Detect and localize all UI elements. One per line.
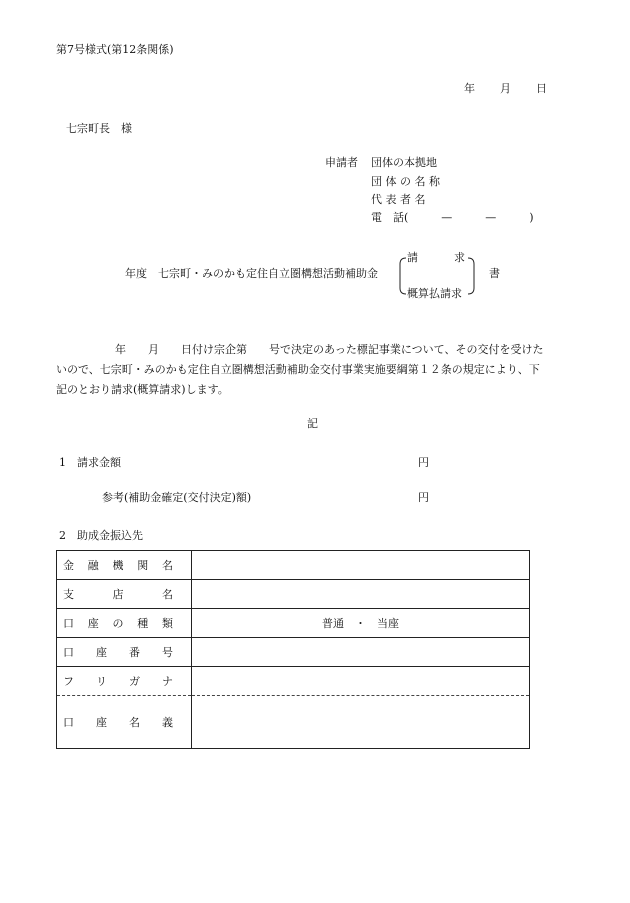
item1-label: 1 請求金額 bbox=[59, 456, 121, 469]
form-number: 第7号様式(第12条関係) bbox=[56, 43, 174, 56]
furigana-value[interactable] bbox=[192, 667, 530, 696]
reference-unit: 円 bbox=[418, 491, 429, 504]
bank-name-label bbox=[57, 551, 192, 580]
ki-heading: 記 bbox=[307, 417, 318, 430]
title-suffix: 書 bbox=[489, 267, 500, 280]
bank-account-table bbox=[56, 550, 530, 749]
table-row bbox=[57, 638, 530, 667]
applicant-representative: 代 表 者 名 bbox=[371, 193, 426, 206]
table-row bbox=[57, 609, 530, 638]
request-type-choice bbox=[398, 252, 478, 298]
branch-name-label bbox=[57, 580, 192, 609]
option-advance-request: 概算払請求 bbox=[407, 287, 462, 300]
label-char: 店 bbox=[112, 587, 124, 601]
label-char: 口 bbox=[63, 616, 74, 630]
label-char: 番 bbox=[129, 645, 140, 659]
addressee: 七宗町長 様 bbox=[66, 122, 132, 135]
label-char: 名 bbox=[162, 587, 173, 601]
label-char: 名 bbox=[129, 715, 140, 729]
option-request bbox=[407, 252, 465, 263]
account-holder-value[interactable] bbox=[192, 696, 530, 749]
label-char: 金 bbox=[63, 558, 74, 572]
option-request-char-1: 請 bbox=[407, 251, 418, 264]
account-type-value[interactable]: 普通 ・ 当座 bbox=[192, 609, 530, 638]
table-row bbox=[57, 667, 530, 696]
option-request-char-2: 求 bbox=[454, 251, 465, 264]
label-char: 融 bbox=[87, 558, 99, 572]
bank-name-value[interactable] bbox=[192, 551, 530, 580]
table-row bbox=[57, 580, 530, 609]
label-char: ナ bbox=[162, 674, 173, 688]
label-char: の bbox=[112, 616, 124, 630]
label-char: 支 bbox=[63, 587, 74, 601]
body-line-3: 記のとおり請求(概算請求)します。 bbox=[56, 383, 229, 396]
label-char: 種 bbox=[137, 616, 149, 630]
applicant-name: 団 体 の 名 称 bbox=[371, 175, 440, 188]
applicant-hq: 団体の本拠地 bbox=[371, 156, 437, 169]
applicant-label: 申請者 bbox=[325, 156, 358, 169]
label-char: ガ bbox=[129, 674, 140, 688]
table-row bbox=[57, 696, 530, 749]
applicant-phone: 電 話( — — ) bbox=[371, 211, 534, 224]
label-char: 座 bbox=[87, 616, 99, 630]
date-day: 日 bbox=[536, 82, 547, 95]
label-char: 類 bbox=[162, 616, 173, 630]
label-char: 座 bbox=[96, 645, 107, 659]
reference-label: 参考(補助金確定(交付決定)額) bbox=[102, 491, 252, 504]
label-char: 関 bbox=[137, 558, 149, 572]
label-char: 座 bbox=[96, 715, 107, 729]
account-type-label bbox=[57, 609, 192, 638]
label-char: フ bbox=[63, 674, 74, 688]
furigana-label bbox=[57, 667, 192, 696]
date-month: 月 bbox=[500, 82, 511, 95]
title-prefix: 年度 七宗町・みのかも定住自立圏構想活動補助金 bbox=[125, 267, 378, 280]
item1-unit: 円 bbox=[418, 456, 429, 469]
label-char: 口 bbox=[63, 715, 74, 729]
account-number-value[interactable] bbox=[192, 638, 530, 667]
account-holder-label bbox=[57, 696, 192, 749]
label-char: 口 bbox=[63, 645, 74, 659]
account-number-label bbox=[57, 638, 192, 667]
table-row bbox=[57, 551, 530, 580]
label-char: 機 bbox=[112, 558, 124, 572]
item2-label: 2 助成金振込先 bbox=[59, 529, 143, 542]
label-char: 号 bbox=[162, 645, 173, 659]
label-char: リ bbox=[96, 674, 107, 688]
body-line-2: いので、七宗町・みのかも定住自立圏構想活動補助金交付事業実施要綱第１２条の規定により、下 bbox=[56, 363, 540, 376]
body-line-1: 年 月 日付け宗企第 号で決定のあった標記事業について、その交付を受けた bbox=[115, 343, 544, 356]
label-char: 名 bbox=[162, 558, 173, 572]
label-char: 義 bbox=[162, 715, 173, 729]
date-year: 年 bbox=[464, 82, 475, 95]
branch-name-value[interactable] bbox=[192, 580, 530, 609]
